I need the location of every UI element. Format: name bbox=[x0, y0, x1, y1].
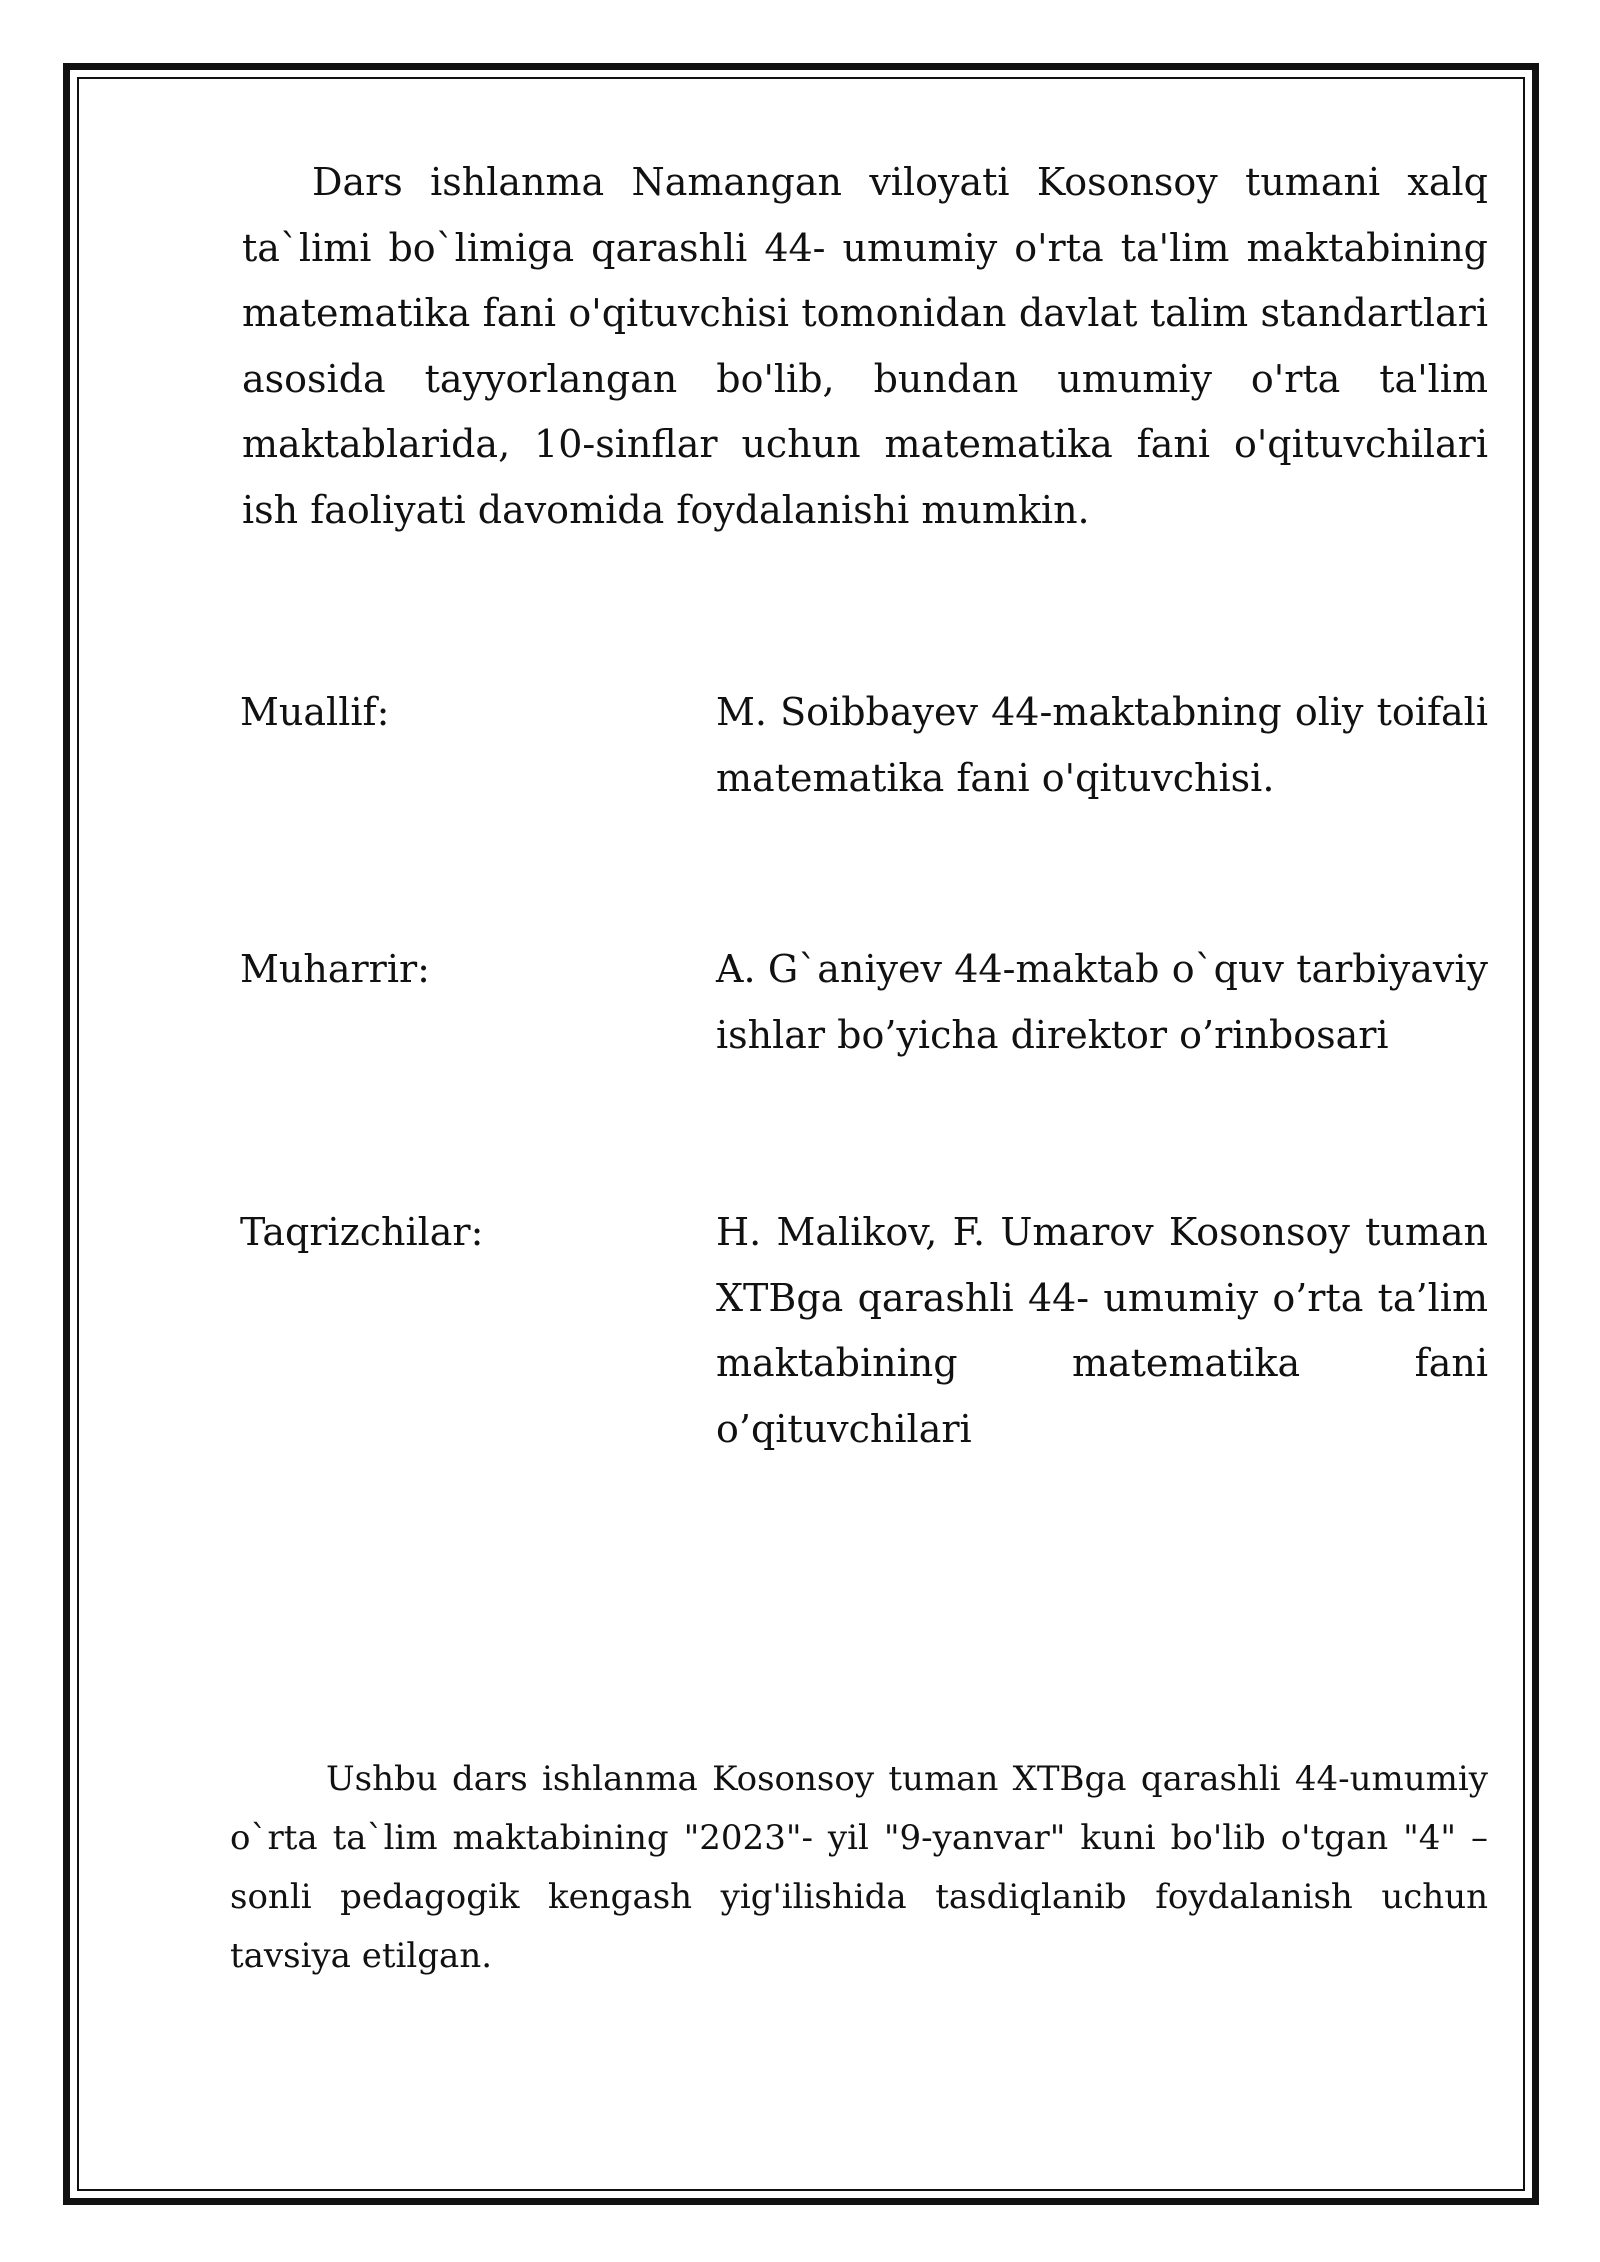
author-label: Muallif: bbox=[240, 690, 390, 734]
editor-value: A. G`aniyev 44-maktab o`quv tarbiyaviy ishlar bo’yicha direktor o’rinbosari bbox=[716, 947, 1488, 1057]
author-value: M. Soibbayev 44-maktabning oliy toifali matematika fani o'qituvchisi. bbox=[716, 690, 1488, 800]
intro-paragraph: Dars ishlanma Namangan viloyati Kosonsoy tumani xalq ta`limi bo`limiga qarashli 44- umumiy o'rta ta'lim maktabining matematika fani o'qituvchisi tomonidan davlat talim standartlari asosida tayyorlangan bo'lib, bundan umumiy o'rta ta'lim maktablarida, 10-sinflar uchun matematika fani o'qituvchilari ish faoliyati davomida foydalanishi mumkin. bbox=[242, 160, 1488, 532]
reviewers-label: Taqrizchilar: bbox=[240, 1210, 484, 1254]
reviewers-value: H. Malikov, F. Umarov Kosonsoy tuman XTBga qarashli 44- umumiy o’rta ta’lim maktabining matematika fani o’qituvchilari bbox=[716, 1210, 1488, 1451]
approval-paragraph: Ushbu dars ishlanma Kosonsoy tuman XTBga qarashli 44-umumiy o`rta ta`lim maktabining "2023"- yil "9-yanvar" kuni bo'lib o'tgan "4" – sonli pedagogik kengash yig'ilishida tasdiqlanib foydalanish uchun tavsiya etilgan. bbox=[230, 1759, 1488, 1976]
editor-label: Muharrir: bbox=[240, 947, 430, 991]
